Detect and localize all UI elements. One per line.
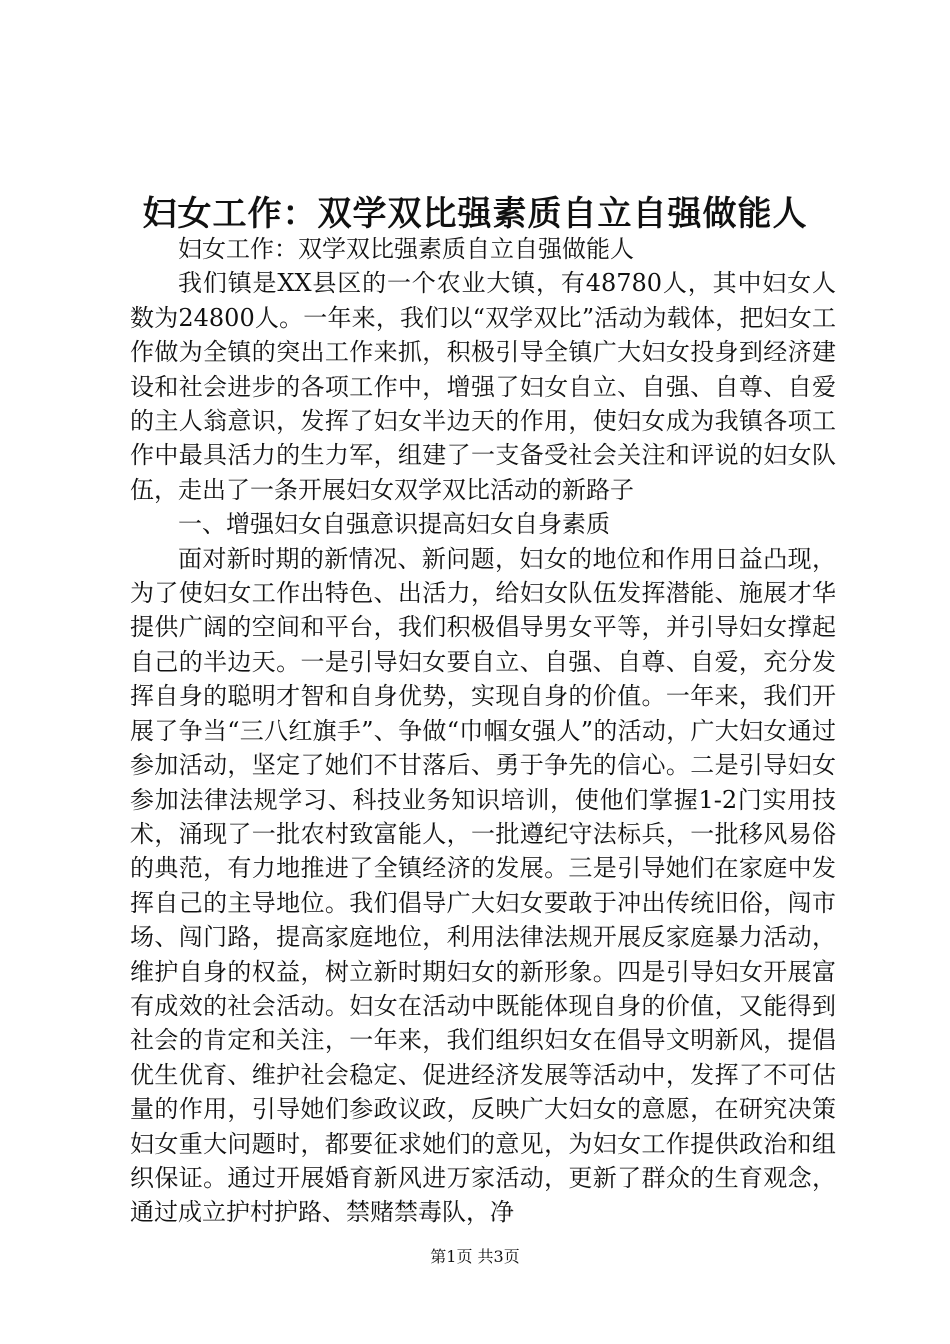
section-heading: 一、增强妇女自强意识提高妇女自身素质: [178, 510, 610, 539]
subtitle-paragraph: 妇女工作：双学双比强素质自立自强做能人: [178, 235, 634, 263]
page-number: 第1页 共3页: [430, 1247, 520, 1266]
document-body: [130, 232, 836, 1230]
intro-paragraph: 我们镇是XX县区的一个农业大镇，有48780人，其中妇女人数为24800人。一年来，我们以“双学双比”活动为载体，把妇女工作做为全镇的突出工作来抓，积极引导全镇广大妇女投身到经济建设和社会进步的各项工作中，增强了妇女自立、自强、自尊、自爱的主人翁意识，发挥了妇女半边天的作用，使妇女成为我镇各项工作中最具活力的生力军，组建了一支备受社会关注和评说的妇女队伍，走出了一条开展妇女双学双比活动的新路子: [130, 269, 836, 504]
body-paragraph: 面对新时期的新情况、新问题，妇女的地位和作用日益凸现，为了使妇女工作出特色、出活力，给妇女队伍发挥潜能、施展才华提供广阔的空间和平台，我们积极倡导男女平等，并引导妇女撑起自己的半边天。一是引导妇女要自立、自强、自尊、自爱，充分发挥自身的聪明才智和自身优势，实现自身的价值。一年来，我们开展了争当“三八红旗手”、争做“巾帼女强人”的活动，广大妇女通过参加活动，坚定了她们不甘落后、勇于争先的信心。二是引导妇女参加法律法规学习、科技业务知识培训，使他们掌握1-2门实用技术，涌现了一批农村致富能人，一批遵纪守法标兵，一批移风易俗的典范，有力地推进了全镇经济的发展。三是引导她们在家庭中发挥自己的主导地位。我们倡导广大妇女要敢于冲出传统旧俗，闯市场、闯门路，提高家庭地位，利用法律法规开展反家庭暴力活动，维护自身的权益，树立新时期妇女的新形象。四是引导妇女开展富有成效的社会活动。妇女在活动中既能体现自身的价值，又能得到社会的肯定和关注，一年来，我们组织妇女在倡导文明新风，提倡优生优育、维护社会稳定、促进经济发展等活动中，发挥了不可估量的作用，引导她们参政议政，反映广大妇女的意愿，在研究决策妇女重大问题时，都要征求她们的意见，为妇女工作提供政治和组织保证。通过开展婚育新风进万家活动，更新了群众的生育观念，通过成立护村护路、禁赌禁毒队，净: [130, 544, 836, 1227]
document-title: 妇女工作：双学双比强素质自立自强做能人: [142, 194, 808, 234]
